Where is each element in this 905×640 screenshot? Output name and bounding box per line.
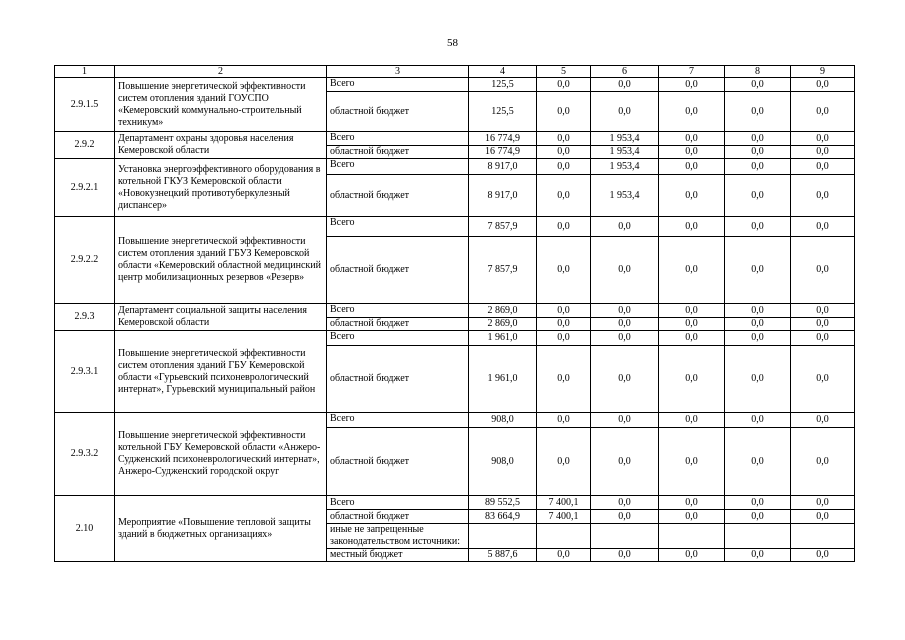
amount-cell: 0,0 [725,92,791,132]
table-row [55,331,855,346]
amount-cell: 0,0 [725,217,791,237]
funding-source: Всего [327,159,469,175]
amount-cell: 0,0 [537,346,591,413]
amount-cell: 0,0 [537,304,591,318]
page-number: 58 [447,37,458,49]
funding-source: областной бюджет [327,318,469,331]
funding-source: областной бюджет [327,146,469,159]
funding-source: областной бюджет [327,237,469,304]
amount-cell: 7 400,1 [537,510,591,524]
amount-cell: 0,0 [791,146,855,159]
amount-cell: 0,0 [537,78,591,92]
amount-cell: 0,0 [725,549,791,562]
item-name: Повышение энергетической эффективности систем отопления зданий ГОУСПО «Кемеровский коммунально-строительный техникум» [115,78,327,132]
amount-cell: 0,0 [591,217,659,237]
amount-cell: 0,0 [591,304,659,318]
column-number: 1 [55,66,115,78]
funding-source: иные не запрещенные законодательством источники: [327,524,469,549]
amount-cell: 0,0 [591,92,659,132]
amount-cell: 908,0 [469,428,537,496]
funding-source: Всего [327,304,469,318]
amount-cell: 0,0 [659,304,725,318]
amount-cell: 0,0 [725,510,791,524]
funding-source: областной бюджет [327,175,469,217]
amount-cell: 0,0 [791,92,855,132]
amount-cell: 0,0 [591,331,659,346]
amount-cell: 0,0 [725,413,791,428]
amount-cell [659,524,725,549]
table-row [55,304,855,318]
amount-cell: 1 961,0 [469,346,537,413]
amount-cell: 0,0 [791,510,855,524]
table-row [55,413,855,428]
amount-cell: 1 953,4 [591,132,659,146]
amount-cell: 0,0 [591,346,659,413]
amount-cell: 0,0 [725,318,791,331]
amount-cell: 0,0 [591,549,659,562]
amount-cell: 5 887,6 [469,549,537,562]
funding-source: Всего [327,217,469,237]
amount-cell: 16 774,9 [469,146,537,159]
amount-cell: 0,0 [537,175,591,217]
amount-cell: 0,0 [791,346,855,413]
amount-cell: 7 400,1 [537,496,591,510]
amount-cell: 7 857,9 [469,237,537,304]
column-number: 7 [659,66,725,78]
amount-cell: 0,0 [591,496,659,510]
amount-cell: 0,0 [791,496,855,510]
amount-cell: 0,0 [591,318,659,331]
amount-cell: 0,0 [791,78,855,92]
item-code: 2.9.3.2 [55,413,115,496]
table-row [55,132,855,146]
funding-source: Всего [327,331,469,346]
amount-cell [725,524,791,549]
column-number: 5 [537,66,591,78]
amount-cell: 0,0 [725,496,791,510]
item-name: Мероприятие «Повышение тепловой защиты зданий в бюджетных организациях» [115,496,327,562]
amount-cell: 2 869,0 [469,318,537,331]
amount-cell: 0,0 [791,428,855,496]
amount-cell: 0,0 [659,217,725,237]
budget-table [54,65,855,562]
funding-source: областной бюджет [327,428,469,496]
table-row [55,159,855,175]
amount-cell: 1 953,4 [591,175,659,217]
item-code: 2.9.1.5 [55,78,115,132]
funding-source: Всего [327,132,469,146]
amount-cell: 1 953,4 [591,159,659,175]
amount-cell: 0,0 [791,549,855,562]
amount-cell: 83 664,9 [469,510,537,524]
funding-source: Всего [327,78,469,92]
amount-cell: 0,0 [725,331,791,346]
amount-cell: 0,0 [537,549,591,562]
amount-cell: 0,0 [537,159,591,175]
amount-cell: 8 917,0 [469,159,537,175]
amount-cell: 8 917,0 [469,175,537,217]
amount-cell: 0,0 [725,428,791,496]
amount-cell: 0,0 [725,346,791,413]
amount-cell: 0,0 [659,346,725,413]
funding-source: Всего [327,413,469,428]
amount-cell [591,524,659,549]
amount-cell: 125,5 [469,78,537,92]
amount-cell: 0,0 [725,132,791,146]
amount-cell: 0,0 [537,331,591,346]
amount-cell: 0,0 [725,146,791,159]
amount-cell: 0,0 [791,413,855,428]
column-number: 2 [115,66,327,78]
amount-cell: 89 552,5 [469,496,537,510]
table-row [55,78,855,92]
amount-cell: 0,0 [725,78,791,92]
item-code: 2.9.2 [55,132,115,159]
item-name: Повышение энергетической эффективности систем отопления зданий ГБУЗ Кемеровской области «Кемеровский областной медицинский центр мобилизационных резервов «Резерв» [115,217,327,304]
amount-cell: 0,0 [659,237,725,304]
amount-cell: 125,5 [469,92,537,132]
funding-source: областной бюджет [327,510,469,524]
amount-cell: 0,0 [537,318,591,331]
amount-cell: 0,0 [791,318,855,331]
column-number: 9 [791,66,855,78]
amount-cell: 16 774,9 [469,132,537,146]
funding-source: областной бюджет [327,346,469,413]
item-code: 2.9.2.2 [55,217,115,304]
amount-cell: 1 953,4 [591,146,659,159]
item-name: Повышение энергетической эффективности систем отопления зданий ГБУ Кемеровской области «Гурьевский психоневрологический интернат», Гурьевский муниципальный район [115,331,327,413]
amount-cell: 0,0 [659,175,725,217]
amount-cell: 0,0 [791,217,855,237]
amount-cell: 0,0 [659,428,725,496]
amount-cell: 0,0 [659,510,725,524]
item-code: 2.10 [55,496,115,562]
amount-cell: 0,0 [659,318,725,331]
item-name: Департамент охраны здоровья населения Кемеровской области [115,132,327,159]
amount-cell: 0,0 [591,510,659,524]
table-row [55,496,855,510]
amount-cell: 0,0 [725,175,791,217]
amount-cell [537,524,591,549]
amount-cell: 0,0 [537,146,591,159]
amount-cell [791,524,855,549]
amount-cell: 0,0 [659,132,725,146]
amount-cell: 0,0 [537,92,591,132]
amount-cell: 0,0 [791,331,855,346]
column-number: 3 [327,66,469,78]
amount-cell: 0,0 [659,78,725,92]
amount-cell: 0,0 [537,132,591,146]
amount-cell: 0,0 [791,132,855,146]
amount-cell: 1 961,0 [469,331,537,346]
amount-cell: 0,0 [791,237,855,304]
amount-cell: 0,0 [659,331,725,346]
amount-cell: 0,0 [725,237,791,304]
amount-cell: 0,0 [591,428,659,496]
funding-source: местный бюджет [327,549,469,562]
amount-cell: 0,0 [659,92,725,132]
amount-cell: 0,0 [659,549,725,562]
table-header-row [55,66,855,78]
amount-cell: 0,0 [591,237,659,304]
amount-cell: 0,0 [591,78,659,92]
amount-cell: 0,0 [537,237,591,304]
item-name: Департамент социальной защиты населения Кемеровской области [115,304,327,331]
amount-cell: 0,0 [591,413,659,428]
amount-cell: 0,0 [537,217,591,237]
amount-cell: 0,0 [791,304,855,318]
amount-cell [469,524,537,549]
amount-cell: 0,0 [537,428,591,496]
amount-cell: 0,0 [659,159,725,175]
item-name: Повышение энергетической эффективности котельной ГБУ Кемеровской области «Анжеро-Судженский психоневрологический интернат», Анжеро-Судженский городской округ [115,413,327,496]
amount-cell: 0,0 [659,146,725,159]
amount-cell: 0,0 [791,159,855,175]
table-row [55,217,855,237]
amount-cell: 908,0 [469,413,537,428]
amount-cell: 0,0 [659,413,725,428]
item-name: Установка энергоэффективного оборудования в котельной ГКУЗ Кемеровской области «Новокузнецкий противотуберкулезный диспансер» [115,159,327,217]
amount-cell: 0,0 [791,175,855,217]
funding-source: областной бюджет [327,92,469,132]
amount-cell: 7 857,9 [469,217,537,237]
amount-cell: 0,0 [659,496,725,510]
amount-cell: 0,0 [537,413,591,428]
column-number: 8 [725,66,791,78]
item-code: 2.9.3 [55,304,115,331]
item-code: 2.9.2.1 [55,159,115,217]
item-code: 2.9.3.1 [55,331,115,413]
column-number: 4 [469,66,537,78]
amount-cell: 0,0 [725,304,791,318]
amount-cell: 0,0 [725,159,791,175]
column-number: 6 [591,66,659,78]
amount-cell: 2 869,0 [469,304,537,318]
funding-source: Всего [327,496,469,510]
